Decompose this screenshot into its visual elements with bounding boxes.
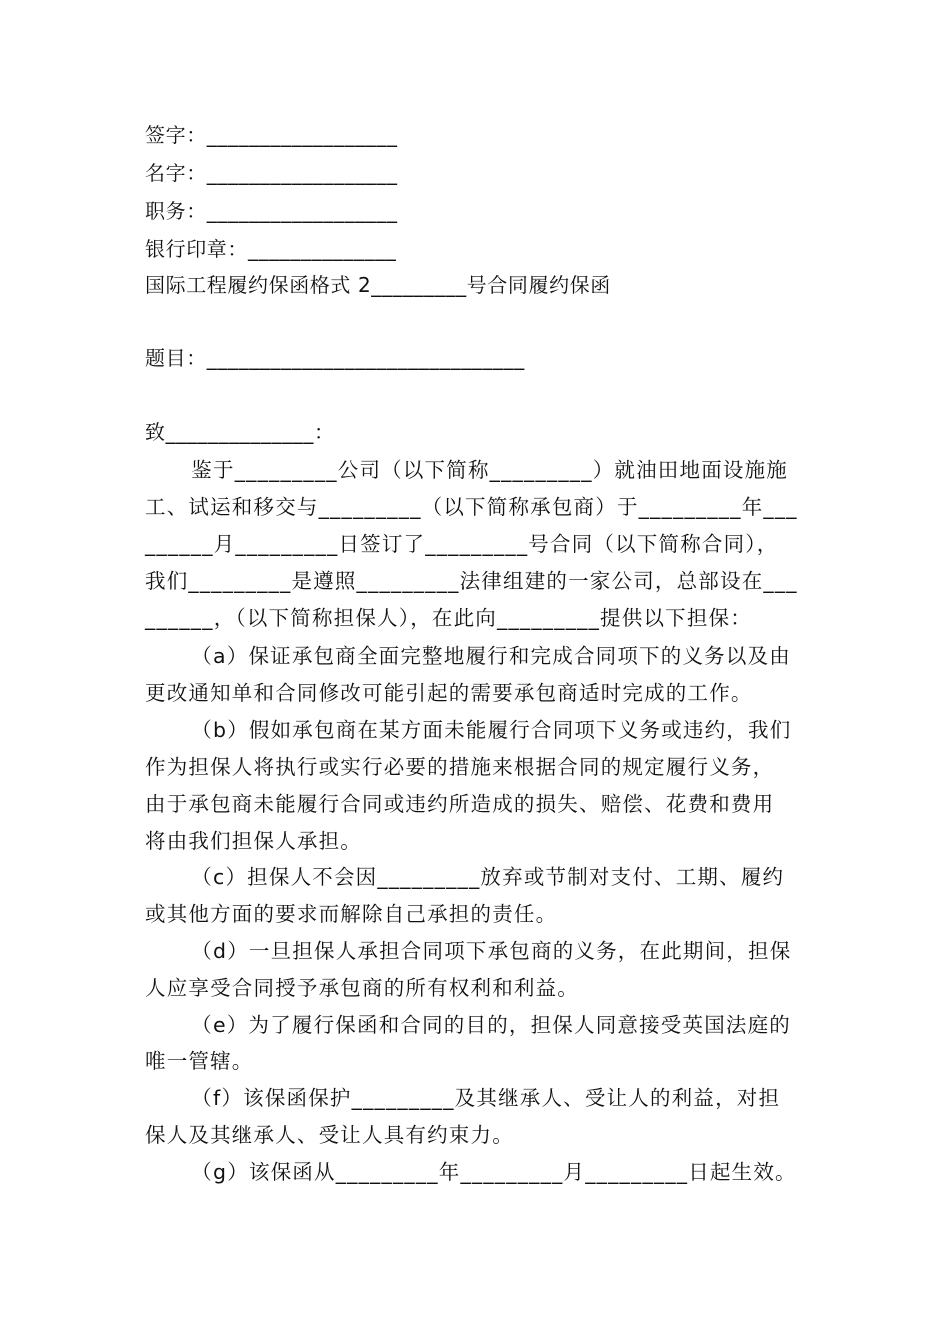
clause-b: （b）假如承包商在某方面未能履行合同项下义务或违约，我们	[145, 718, 792, 742]
signature-line: 签字：__________________	[145, 123, 398, 147]
clause-e: （e）为了履行保函和合同的目的，担保人同意接受英国法庭的	[145, 1013, 792, 1037]
position-line: 职务：__________________	[145, 199, 398, 223]
body-line: 我们_________是遵照_________法律组建的一家公司，总部设在___	[145, 569, 798, 593]
body-line: 更改通知单和合同修改可能引起的需要承包商适时完成的工作。	[145, 681, 753, 705]
clause-c: （c）担保人不会因_________放弃或节制对支付、工期、履约	[145, 865, 785, 889]
bank-seal-line: 银行印章：______________	[145, 237, 397, 261]
body-line: 人应享受合同授予承包商的所有权利和利益。	[145, 976, 579, 1000]
body-line: 作为担保人将执行或实行必要的措施来根据合同的规定履行义务，	[145, 755, 775, 779]
clause-f: （f）该保函保护_________及其继承人、受让人的利益，对担	[145, 1086, 781, 1110]
clause-g: （g）该保函从_________年_________月_________日起生效。	[145, 1160, 797, 1184]
body-line: 工、试运和移交与_________（以下简称承包商）于_________年___	[145, 495, 798, 519]
clause-a: （a）保证承包商全面完整地履行和完成合同项下的义务以及由	[145, 644, 791, 668]
body-line: 将由我们担保人承担。	[145, 829, 362, 853]
body-line: 唯一管辖。	[145, 1049, 254, 1073]
body-line: 鉴于_________公司（以下简称_________）就油田地面设施施	[145, 458, 788, 482]
body-line: 保人及其继承人、受让人具有约束力。	[145, 1123, 514, 1147]
body-line: ______月_________日签订了_________号合同（以下简称合同），	[145, 532, 779, 556]
body-line: 或其他方面的要求而解除自己承担的责任。	[145, 902, 558, 926]
addressee-line: 致______________：	[145, 420, 335, 444]
body-line: ______，（以下简称担保人），在此向_________提供以下担保：	[145, 606, 752, 630]
guarantee-heading: 国际工程履约保函格式 2_________号合同履约保函	[145, 273, 611, 297]
subject-line: 题目：______________________________	[145, 346, 525, 370]
clause-d: （d）一旦担保人承担合同项下承包商的义务，在此期间，担保	[145, 939, 792, 963]
body-line: 由于承包商未能履行合同或违约所造成的损失、赔偿、花费和费用	[145, 792, 775, 816]
name-line: 名字：__________________	[145, 161, 398, 185]
